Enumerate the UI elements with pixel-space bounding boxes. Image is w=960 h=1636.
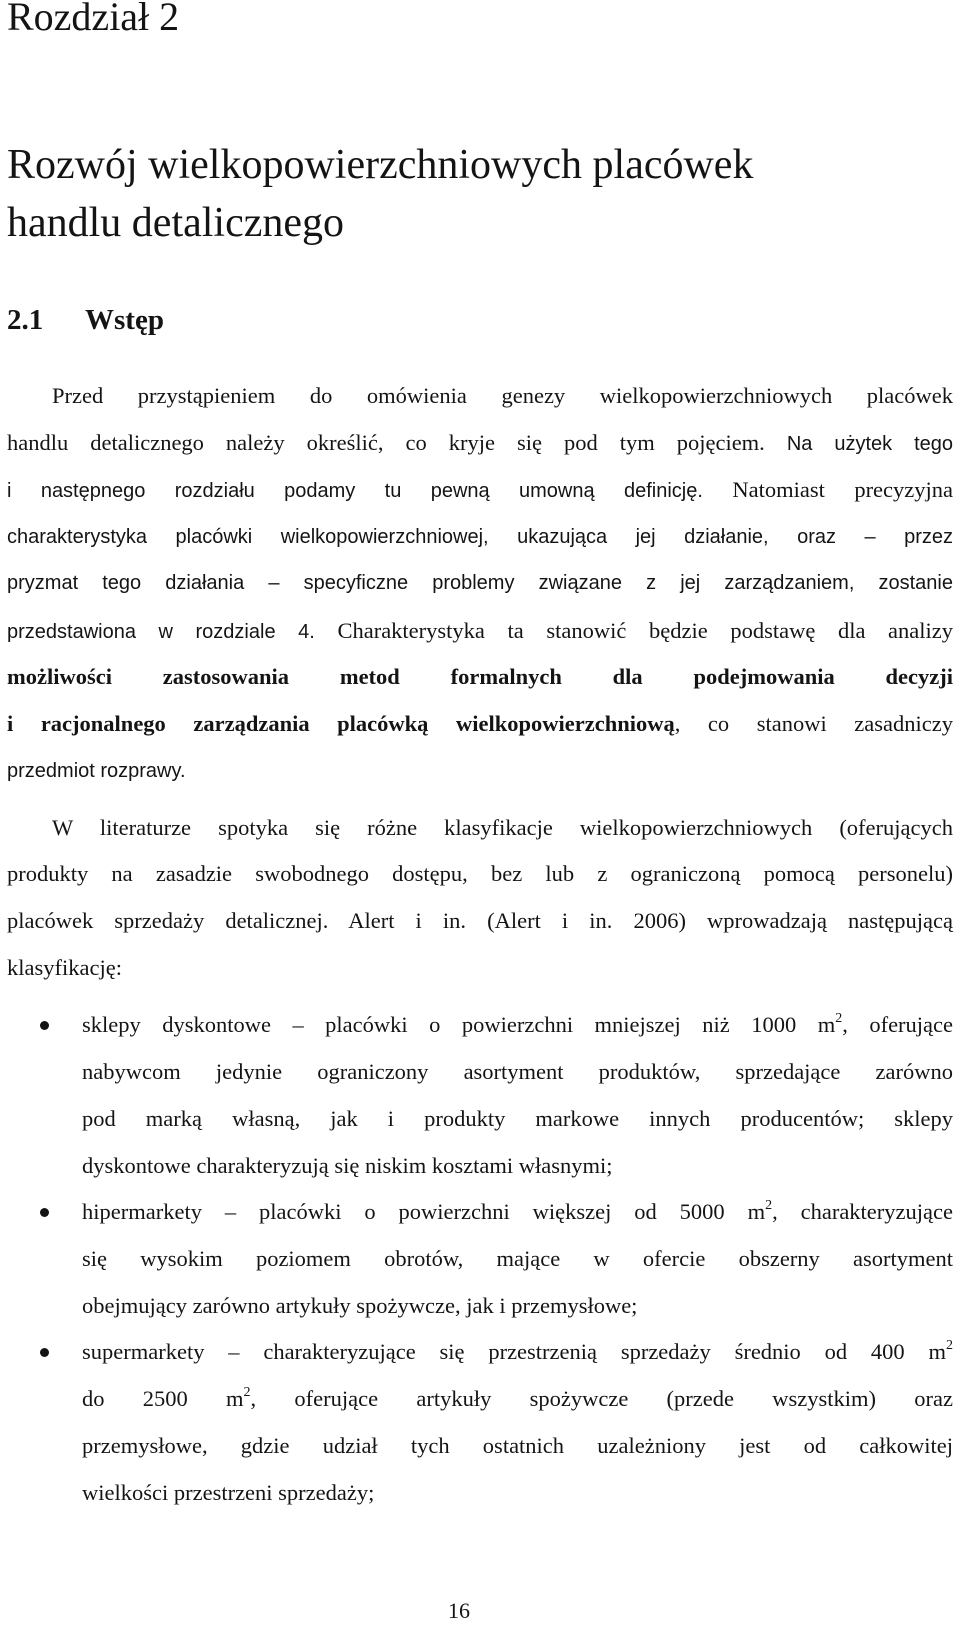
paragraph-2-line-2: produkty na zasadzie swobodnego dostępu, bez lub z ograniczoną pomocą personelu) <box>7 861 953 886</box>
bullet-3-line-2-trailing-text: , oferujące artykuły spożywcze (przede wszystkim) oraz <box>250 1386 953 1411</box>
bullet-point-1 <box>40 1021 49 1030</box>
bullet-2-line-1-text: hipermarkety – placówki o powierzchni większej od 5000 m <box>82 1199 766 1224</box>
paragraph-1-line-7: możliwości zastosowania metod formalnych dla podejmowania decyzji <box>7 664 953 689</box>
paragraph-1-line-5: pryzmat tego działania – specyficzne problemy związane z jej zarządzaniem, zostanie <box>7 572 953 594</box>
bullet-3-line-1-superscript: 2 <box>946 1338 953 1353</box>
paragraph-1-line-9: przedmiot rozprawy. <box>7 760 186 782</box>
paragraph-1-line-3-sans-text: i następnego rozdziału podamy tu pewną umowną definicję. <box>7 480 703 502</box>
bullet-1-line-2: nabywcom jedynie ograniczony asortyment produktów, sprzedające zarówno <box>82 1059 953 1084</box>
paragraph-2-line-1: W literaturze spotyka się różne klasyfikacje wielkopowierzchniowych (oferujących <box>52 815 953 840</box>
bullet-3-line-1 <box>82 1337 953 1367</box>
chapter-title-line-1: Rozwój wielkopowierzchniowych placówek <box>7 142 754 188</box>
bullet-3-line-2-text: do 2500 m <box>82 1386 244 1411</box>
paragraph-1-line-3 <box>7 475 953 505</box>
paragraph-1-line-2 <box>7 428 953 458</box>
paragraph-1-line-4: charakterystyka placówki wielkopowierzchniowej, ukazująca jej działanie, oraz – przez <box>7 526 953 548</box>
section-heading <box>7 300 164 340</box>
paragraph-1-line-6 <box>7 616 953 646</box>
bullet-1-line-1-superscript: 2 <box>835 1011 843 1026</box>
bullet-3-line-3: przemysłowe, gdzie udział tych ostatnich uzależniony jest od całkowitej <box>82 1433 953 1458</box>
chapter-label: Rozdział 2 <box>7 0 180 39</box>
paragraph-1-line-8 <box>7 709 953 739</box>
paragraph-1-line-8-rest-text: , co stanowi zasadniczy <box>674 711 953 736</box>
bullet-2-line-2: się wysokim poziomem obrotów, mające w ofercie obszerny asortyment <box>82 1246 953 1271</box>
paragraph-1-line-2-serif-text: handlu detalicznego należy określić, co kryje się pod tym pojęciem. <box>7 430 765 455</box>
chapter-title-line-2: handlu detalicznego <box>7 200 345 246</box>
paragraph-1-line-8-bold-text: i racjonalnego zarządzania placówką wielkopowierzchniową <box>7 711 675 736</box>
bullet-1-line-3: pod marką własną, jak i produkty markowe innych producentów; sklepy <box>82 1106 953 1131</box>
paragraph-1-line-6-sans-text: przedstawiona w rozdziale 4. <box>7 621 315 643</box>
paragraph-1-line-3-serif-text: Natomiast precyzyjna <box>732 477 954 502</box>
section-number: 2.1 <box>7 304 44 336</box>
bullet-point-3 <box>40 1348 49 1357</box>
bullet-1-line-1 <box>82 1010 953 1040</box>
bullet-3-line-2 <box>82 1384 953 1414</box>
paragraph-1-line-2-sans-text: Na użytek tego <box>786 433 953 455</box>
bullet-2-line-1-superscript: 2 <box>765 1198 773 1213</box>
bullet-2-line-3: obejmujący zarówno artykuły spożywcze, jak i przemysłowe; <box>82 1293 638 1318</box>
bullet-1-line-1-text: sklepy dyskontowe – placówki o powierzchni mniejszej niż 1000 m <box>82 1012 836 1037</box>
bullet-point-2 <box>40 1208 49 1217</box>
bullet-3-line-2-superscript: 2 <box>243 1385 251 1400</box>
section-title: Wstęp <box>85 304 164 336</box>
bullet-3-line-1-text: supermarkety – charakteryzujące się przestrzenią sprzedaży średnio od 400 m <box>82 1339 946 1364</box>
bullet-2-line-1-trailing-text: , charakteryzujące <box>772 1199 953 1224</box>
paragraph-2-line-3: placówek sprzedaży detalicznej. Alert i in. (Alert i in. 2006) wprowadzają następującą <box>7 908 953 933</box>
bullet-2-line-1 <box>82 1197 953 1227</box>
paragraph-2-line-4: klasyfikację: <box>7 955 122 980</box>
bullet-3-line-4: wielkości przestrzeni sprzedaży; <box>82 1480 375 1505</box>
page-number: 16 <box>448 1598 470 1623</box>
paragraph-1-line-1: Przed przystąpieniem do omówienia genezy wielkopowierzchniowych placówek <box>52 383 953 408</box>
bullet-1-line-1-trailing-text: , oferujące <box>842 1012 954 1037</box>
paragraph-1-line-6-serif-text: Charakterystyka ta stanowić będzie podstawę dla analizy <box>337 618 954 643</box>
chapter-title <box>7 136 753 252</box>
bullet-1-line-4: dyskontowe charakteryzują się niskim kosztami własnymi; <box>82 1153 613 1178</box>
